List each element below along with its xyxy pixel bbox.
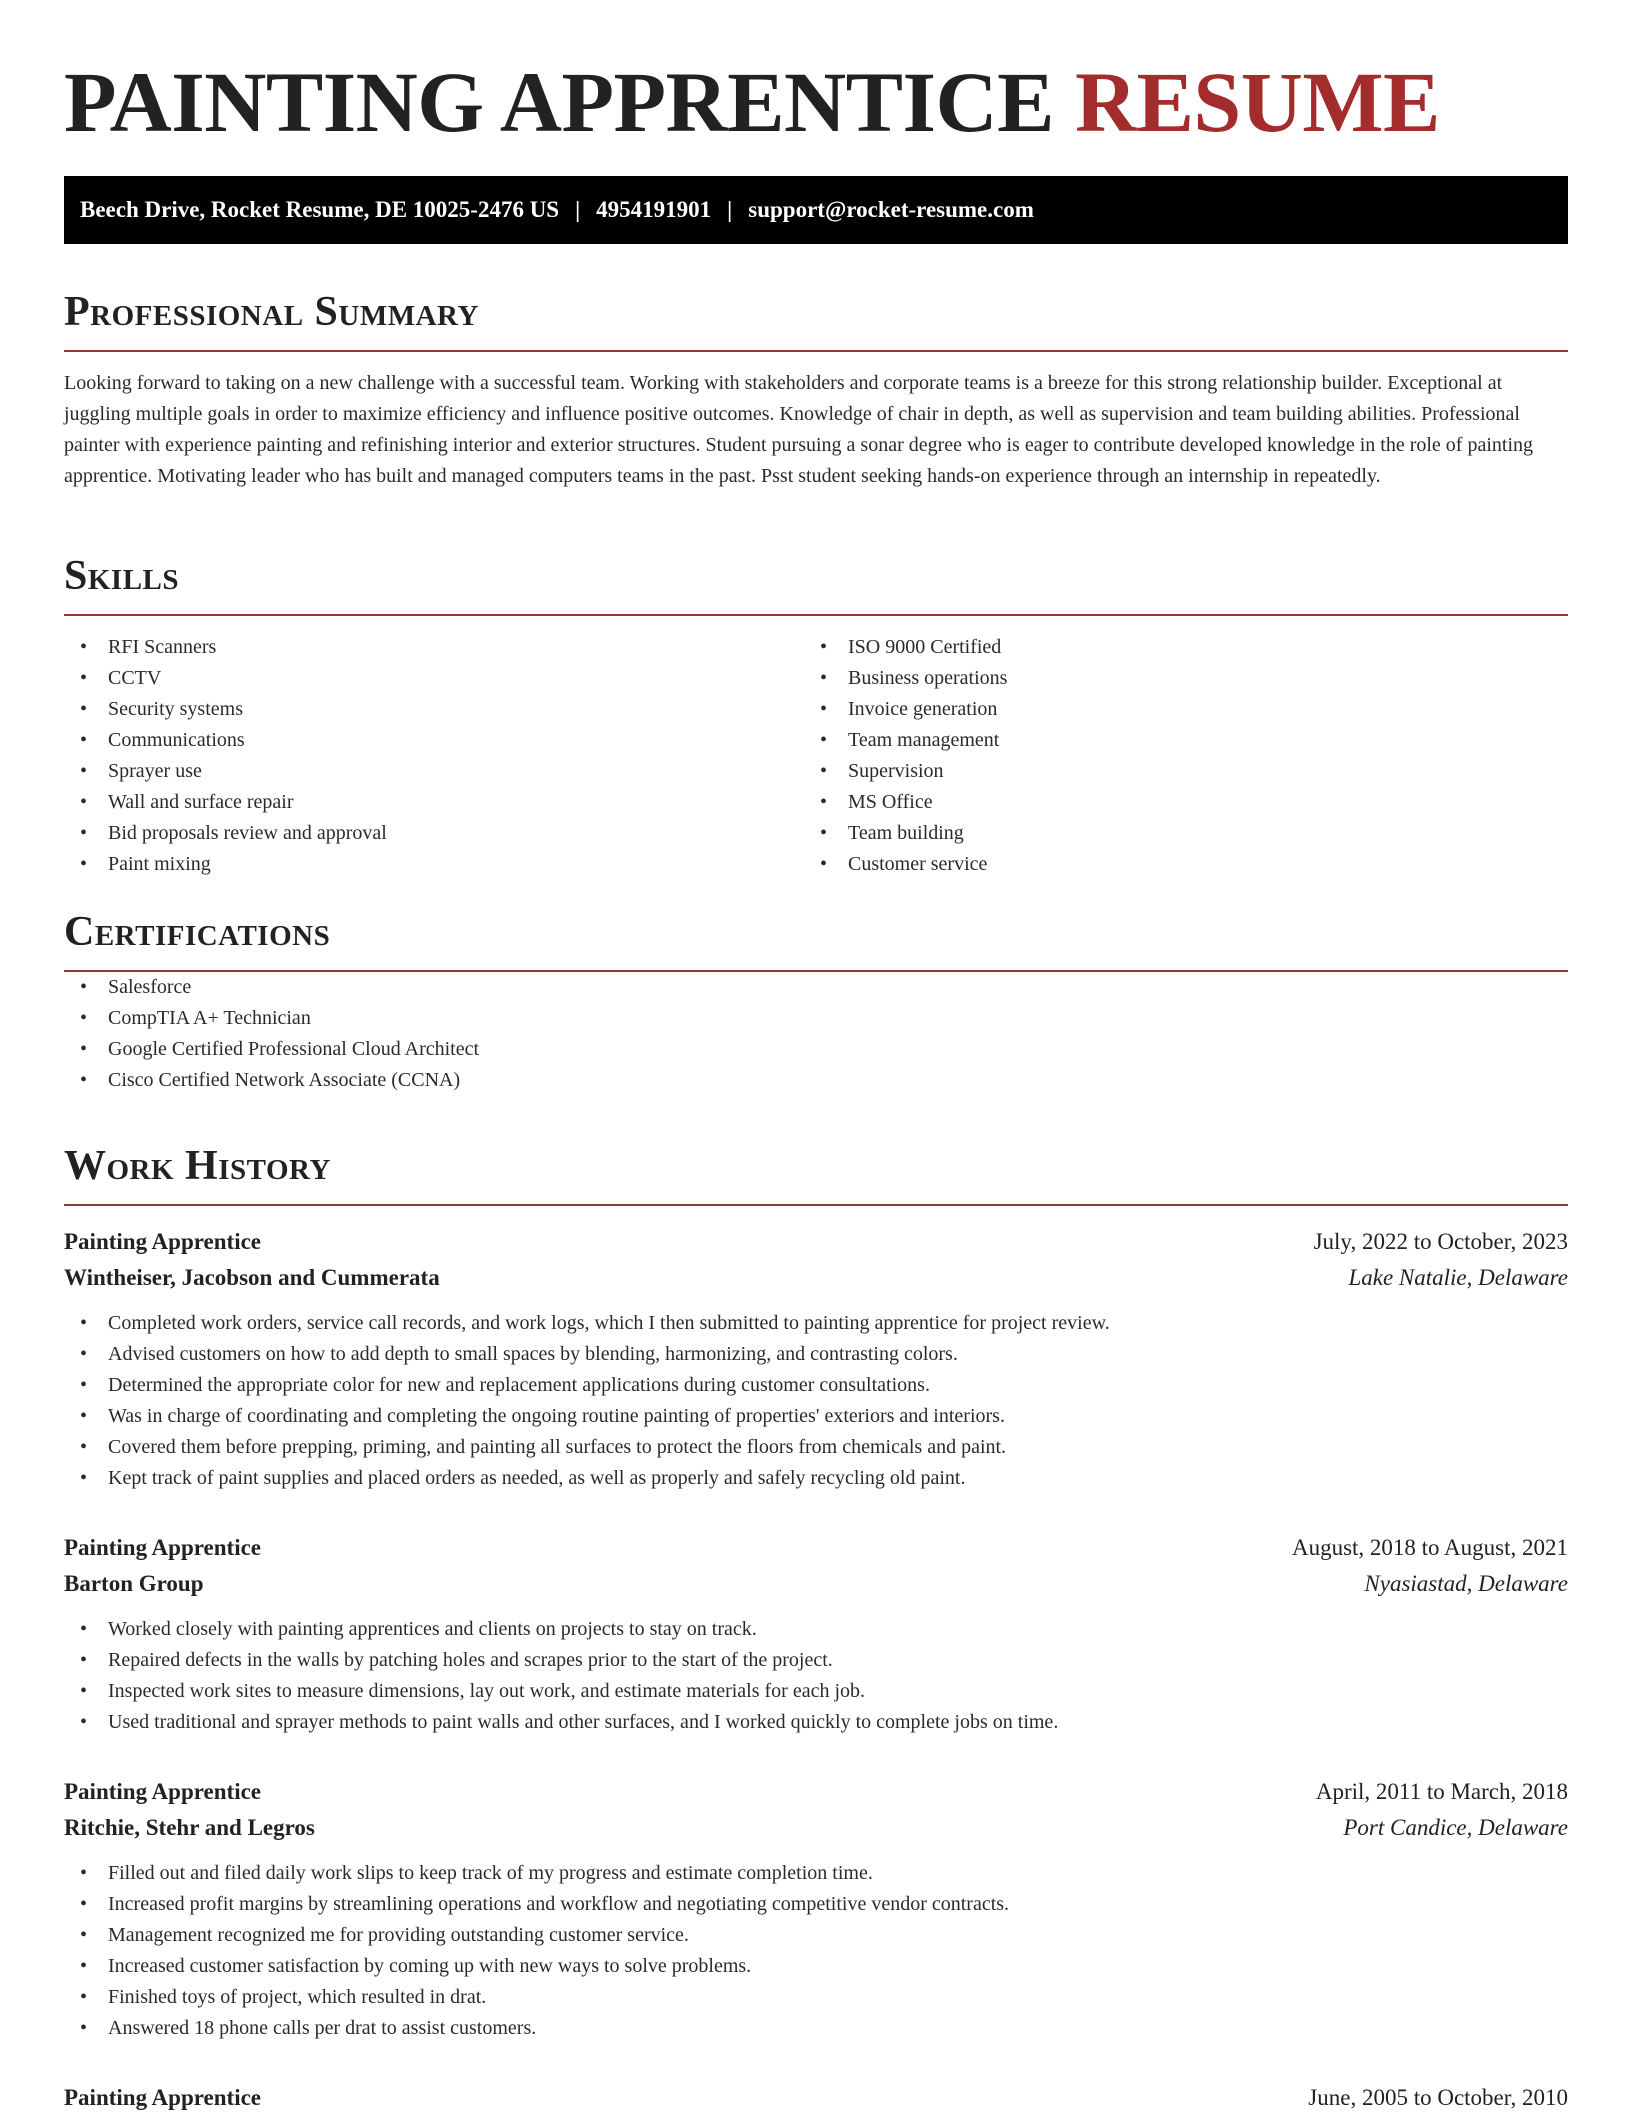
job-company: Barton Group [64,1571,204,1596]
skill-item: • Business operations [804,663,1544,694]
job-bullet: • Covered them before prepping, priming, and painting all surfaces to protect the floors from chemicals and paint. [64,1432,1568,1463]
job-location: Port Candice, Delaware [1343,1815,1568,1840]
job-entry [64,1530,1568,1738]
job-title: Painting Apprentice [64,1229,262,1254]
certification-item: • Google Certified Professional Cloud Architect [64,1034,1568,1065]
skill-item: • Team building [804,818,1544,849]
skill-item: • ISO 9000 Certified [804,632,1544,663]
job-title: Painting Apprentice [64,1779,262,1804]
job-bullet: • Was in charge of coordinating and completing the ongoing routine painting of properties' exteriors and interiors. [64,1401,1568,1432]
skill-item: • Communications [64,725,804,756]
job-entry [64,2080,1568,2116]
skill-item: • Wall and surface repair [64,787,804,818]
job-bullet: • Repaired defects in the walls by patching holes and scrapes prior to the start of the project. [64,1645,1568,1676]
contact-address: Beech Drive, Rocket Resume, DE 10025-2476 US [80,197,560,222]
section-divider [64,350,1568,352]
skill-item: • Customer service [804,849,1544,880]
job-dates: July, 2022 to October, 2023 [1313,1229,1568,1254]
contact-email: support@rocket-resume.com [748,197,1034,222]
job-bullet: • Completed work orders, service call records, and work logs, which I then submitted to painting apprentice for project review. [64,1308,1568,1339]
job-bullets [64,1614,1568,1738]
skill-item: • Bid proposals review and approval [64,818,804,849]
job-bullet: • Inspected work sites to measure dimensions, lay out work, and estimate materials for each job. [64,1676,1568,1707]
job-bullet: • Filled out and filed daily work slips to keep track of my progress and estimate completion time. [64,1858,1568,1889]
job-bullets [64,1308,1568,1494]
job-bullet: • Worked closely with painting apprentices and clients on projects to stay on track. [64,1614,1568,1645]
skill-item: • MS Office [804,787,1544,818]
skill-item: • Team management [804,725,1544,756]
work-history-section [64,1140,1568,2116]
section-divider [64,1204,1568,1206]
job-bullet: • Increased customer satisfaction by coming up with new ways to solve problems. [64,1951,1568,1982]
certifications-list [64,972,1568,1096]
job-bullet: • Finished toys of project, which resulted in drat. [64,1982,1568,2013]
job-bullet: • Answered 18 phone calls per drat to assist customers. [64,2013,1568,2044]
skill-item: • Security systems [64,694,804,725]
certification-item: • Salesforce [64,972,1568,1003]
section-heading-certifications: Certifications [64,909,331,955]
certification-item: • Cisco Certified Network Associate (CCNA) [64,1065,1568,1096]
certifications-section [64,906,1568,1096]
job-title: Painting Apprentice [64,1535,262,1560]
job-dates: August, 2018 to August, 2021 [1291,1535,1568,1560]
contact-bar [64,176,1568,244]
section-heading-summary: Professional Summary [64,289,479,335]
contact-phone: 4954191901 [596,197,712,222]
skill-item: • Paint mixing [64,849,804,880]
job-dates: June, 2005 to October, 2010 [1308,2085,1568,2110]
skills-list-left [64,632,804,880]
contact-separator: | [575,197,581,222]
job-company: Wintheiser, Jacobson and Cummerata [64,1265,440,1290]
contact-separator: | [727,197,733,222]
skill-item: • RFI Scanners [64,632,804,663]
resume-title-accent: RESUME [1074,54,1440,150]
certification-item: • CompTIA A+ Technician [64,1003,1568,1034]
skill-item: • Supervision [804,756,1544,787]
skill-item: • CCTV [64,663,804,694]
section-heading-skills: Skills [64,553,180,599]
skills-section [64,550,1568,880]
job-bullet: • Used traditional and sprayer methods to paint walls and other surfaces, and I worked quickly to complete jobs on time. [64,1707,1568,1738]
job-location: Nyasiastad, Delaware [1364,1571,1568,1596]
skill-item: • Sprayer use [64,756,804,787]
summary-section [64,286,1568,492]
section-divider [64,614,1568,616]
job-bullets [64,1858,1568,2044]
summary-text: Looking forward to taking on a new challenge with a successful team. Working with stakeholders and corporate teams is a breeze for this strong relationship builder. Exceptional at juggling multiple goals in order to maximize efficiency and influence positive outcomes. Knowledge of chair in depth, as well as supervision and team building abilities. Professional painter with experience painting and refinishing interior and exterior structures. Student pursuing a sonar degree who is eager to contribute developed knowledge in the role of painting apprentice. Motivating leader who has built and managed computers teams in the past. Psst student seeking hands-on experience through an internship in repeatedly. [64,372,1533,487]
section-heading-work-history: Work History [64,1143,331,1189]
job-company: Ritchie, Stehr and Legros [64,1815,315,1840]
job-bullet: • Increased profit margins by streamlining operations and workflow and negotiating competitive vendor contracts. [64,1889,1568,1920]
skill-item: • Invoice generation [804,694,1544,725]
skills-grid [64,632,1568,880]
resume-title-main: PAINTING APPRENTICE [64,54,1054,150]
resume-title [64,52,1440,152]
skills-list-right [804,632,1544,880]
job-location: Lake Natalie, Delaware [1348,1265,1568,1290]
job-bullet: • Advised customers on how to add depth to small spaces by blending, harmonizing, and contrasting colors. [64,1339,1568,1370]
job-dates: April, 2011 to March, 2018 [1315,1779,1568,1804]
job-bullet: • Management recognized me for providing outstanding customer service. [64,1920,1568,1951]
job-entry [64,1774,1568,2044]
job-title: Painting Apprentice [64,2085,262,2110]
job-bullet: • Kept track of paint supplies and placed orders as needed, as well as properly and safely recycling old paint. [64,1463,1568,1494]
job-entry [64,1224,1568,1494]
job-bullet: • Determined the appropriate color for new and replacement applications during customer consultations. [64,1370,1568,1401]
